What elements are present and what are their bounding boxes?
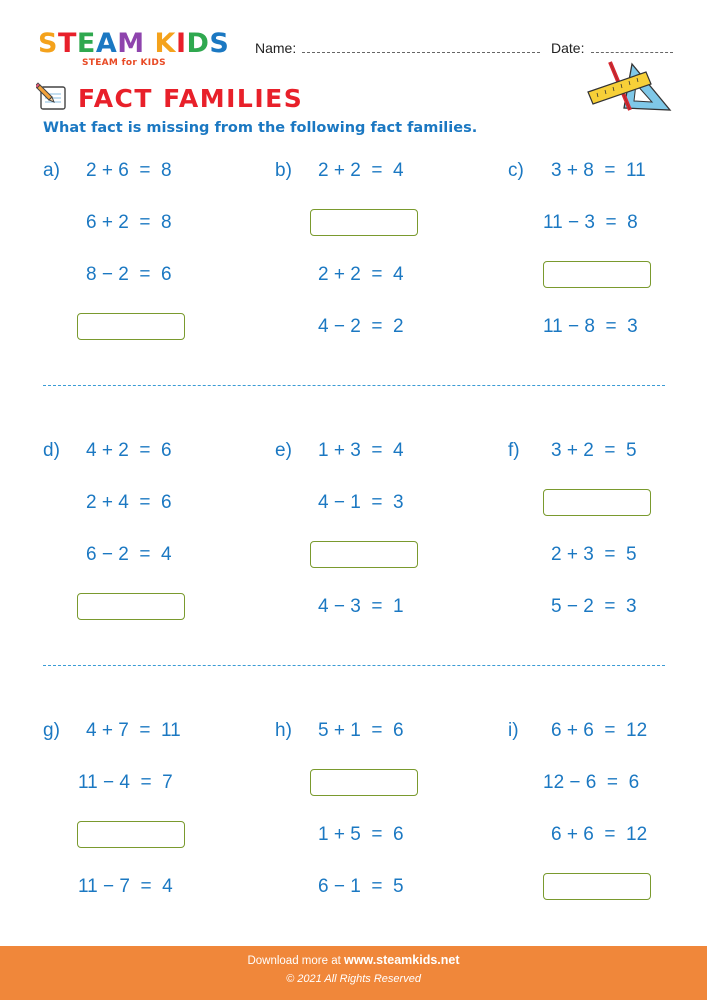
- equation: 2 + 3 = 5: [551, 544, 637, 565]
- date-field[interactable]: [591, 52, 673, 53]
- problem-label: d): [43, 440, 60, 461]
- equation: 8 − 2 = 6: [86, 264, 172, 285]
- answer-box[interactable]: [310, 769, 418, 796]
- answer-box[interactable]: [77, 593, 185, 620]
- section-divider: [43, 385, 665, 386]
- equation: 2 + 2 = 4: [318, 264, 404, 285]
- problem-label: c): [508, 160, 524, 181]
- equation: 6 − 2 = 4: [86, 544, 172, 565]
- logo-letter: I: [175, 28, 187, 59]
- problem-label: a): [43, 160, 60, 181]
- answer-box[interactable]: [543, 261, 651, 288]
- name-field[interactable]: [302, 52, 540, 53]
- logo-text: [38, 30, 229, 57]
- equation: 11 − 7 = 4: [78, 876, 173, 897]
- date-label: Date:: [551, 40, 585, 56]
- equation: 2 + 4 = 6: [86, 492, 172, 513]
- equation: 11 − 4 = 7: [78, 772, 173, 793]
- answer-box[interactable]: [310, 541, 418, 568]
- logo-letter: T: [57, 28, 77, 59]
- logo-letter: A: [95, 28, 118, 59]
- equation: 6 + 2 = 8: [86, 212, 172, 233]
- name-label: Name:: [255, 40, 297, 56]
- logo-letter: S: [38, 28, 58, 59]
- equation: 4 + 7 = 11: [86, 720, 181, 741]
- equation: 6 + 6 = 12: [551, 720, 648, 741]
- footer-download-text: [0, 953, 707, 967]
- footer-site-link[interactable]: www.steamkids.net: [343, 953, 460, 967]
- answer-box[interactable]: [543, 873, 651, 900]
- equation: 1 + 5 = 6: [318, 824, 404, 845]
- section-divider: [43, 665, 665, 666]
- equation: 4 + 2 = 6: [86, 440, 172, 461]
- footer-download-prefix: Download more at: [247, 955, 341, 967]
- equation: 6 + 6 = 12: [551, 824, 648, 845]
- answer-box[interactable]: [77, 313, 185, 340]
- answer-box[interactable]: [310, 209, 418, 236]
- equation: 3 + 8 = 11: [551, 160, 646, 181]
- answer-box[interactable]: [77, 821, 185, 848]
- problem-label: g): [43, 720, 60, 741]
- answer-box[interactable]: [543, 489, 651, 516]
- problem-label: h): [275, 720, 292, 741]
- equation: 4 − 1 = 3: [318, 492, 404, 513]
- equation: 1 + 3 = 4: [318, 440, 404, 461]
- logo-letter: S: [209, 28, 230, 59]
- problem-label: i): [508, 720, 519, 741]
- ruler-set-square-icon: [584, 58, 674, 116]
- notepad-pencil-icon: [36, 82, 70, 112]
- logo-letter: M: [117, 28, 145, 59]
- logo-letter: [145, 30, 155, 57]
- equation: 5 + 1 = 6: [318, 720, 404, 741]
- equation: 11 − 8 = 3: [543, 316, 638, 337]
- problem-label: b): [275, 160, 292, 181]
- logo-subtitle: STEAM for KIDS: [82, 58, 166, 68]
- equation: 4 − 3 = 1: [318, 596, 404, 617]
- footer-copyright: © 2021 All Rights Reserved: [286, 973, 421, 985]
- logo-letter: D: [186, 28, 210, 59]
- equation: 3 + 2 = 5: [551, 440, 637, 461]
- equation: 12 − 6 = 6: [543, 772, 640, 793]
- page-title: FACT FAMILIES: [78, 84, 304, 113]
- steam-kids-logo: [38, 30, 238, 72]
- equation: 4 − 2 = 2: [318, 316, 404, 337]
- problem-label: f): [508, 440, 520, 461]
- equation: 11 − 3 = 8: [543, 212, 638, 233]
- equation: 5 − 2 = 3: [551, 596, 637, 617]
- logo-letter: K: [154, 28, 176, 59]
- problem-label: e): [275, 440, 292, 461]
- instruction-text: What fact is missing from the following fact families.: [43, 120, 478, 136]
- equation: 2 + 6 = 8: [86, 160, 172, 181]
- logo-letter: E: [76, 28, 96, 59]
- equation: 2 + 2 = 4: [318, 160, 404, 181]
- equation: 6 − 1 = 5: [318, 876, 404, 897]
